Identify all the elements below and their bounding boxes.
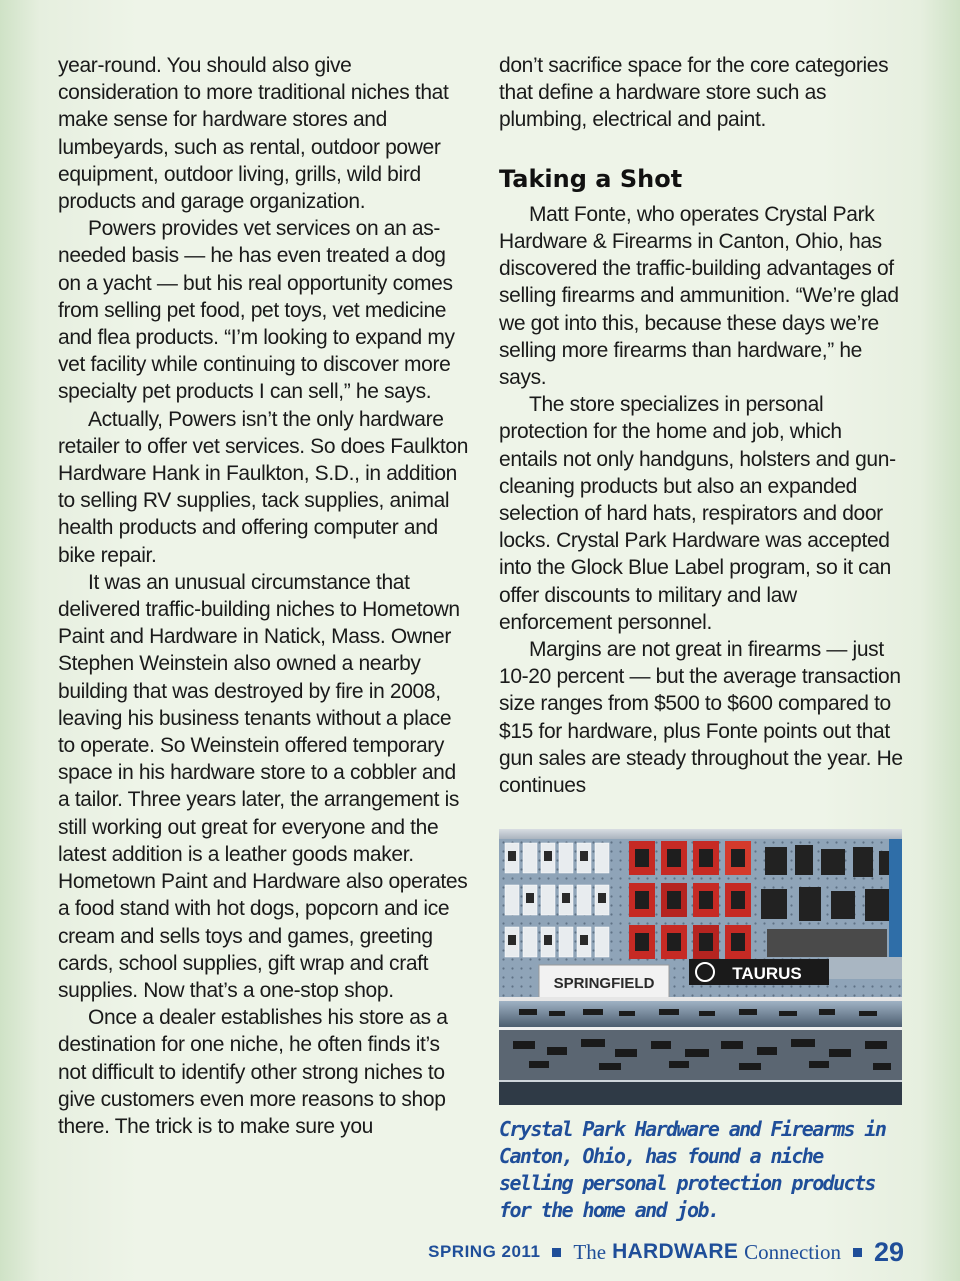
- footer-square-icon: [552, 1248, 561, 1257]
- body-paragraph: Margins are not great in firearms — just 10-20 percent — but the average transaction size ranges from $500 to $600 compared to $15 for hardware, plus Fonte points out that gun sales are steady throughout the year. He continues: [499, 638, 903, 798]
- banner-springfield: SPRINGFIELD: [553, 975, 655, 992]
- store-photo-illustration: [499, 829, 902, 1105]
- body-paragraph: don’t sacrifice space for the core categories that define a hardware store such as plumbing, electrical and paint.: [499, 54, 889, 132]
- footer-magazine-connection: Connection: [744, 1239, 841, 1264]
- body-paragraph: It was an unusual circumstance that delivered traffic-building niches to Hometown Paint and Hardware in Natick, Mass. Owner Stephen Weinstein also owned a nearby building that was destroyed by fire in 2008, leaving his business tenants without a place to operate. So Weinstein offered temporary space in his hardware store to a cobbler and a tailor. Three years later, the arrangement is still working out great for everyone and the latest addition is a leather goods maker. Hometown Paint and Hardware also operates a food stand with hot dogs, popcorn and ice cream and sells toys and games, greeting cards, school supplies, gift wrap and craft supplies. Now that’s a one-stop shop.: [58, 570, 468, 1002]
- body-paragraph: Matt Fonte, who operates Crystal Park Hardware & Firearms in Canton, Ohio, has discovered the traffic-building advantages of selling firearms and ammunition. “We’re glad we got into this, because these days we’re selling more firearms than hardware,” he says.: [499, 202, 899, 390]
- body-paragraph: The store specializes in personal protection for the home and job, which entails not only handguns, holsters and gun-cleaning products but also an expanded selection of hard hats, respirators and door locks. Crystal Park Hardware was accepted into the Glock Blue Label program, so it can offer discounts to military and law enforcement personnel.: [499, 393, 896, 634]
- store-photo: [499, 829, 902, 1105]
- right-column: [499, 52, 904, 799]
- body-paragraph: Powers provides vet services on an as-needed basis — he has even treated a dog on a yacht — but his real opportunity comes from selling pet food, pet toys, vet medicine and flea products. “I’m looking to expand my vet facility while continuing to discover more specialty pet products I can sell,” he says.: [58, 217, 455, 404]
- body-paragraph: year-round. You should also give consideration to more traditional niches that make sense for hardware stores and lumbeyards, such as rental, outdoor power equipment, outdoor living, grills, wild bird products and garage organization.: [58, 54, 449, 214]
- page-footer: [428, 1236, 904, 1268]
- banner-taurus: TAURUS: [732, 964, 802, 983]
- body-paragraph: Actually, Powers isn’t the only hardware retailer to offer vet services. So does Faulkton Hardware Hank in Faulkton, S.D., in addition to selling RV supplies, tack supplies, animal health products and offering computer and bike repair.: [58, 407, 469, 567]
- footer-season: SPRING 2011: [428, 1242, 541, 1261]
- footer-square-icon: [853, 1248, 862, 1257]
- page-number: 29: [873, 1236, 904, 1267]
- body-paragraph: Once a dealer establishes his store as a destination for one niche, he often finds it’s not difficult to identify other strong niches to give customers even more reasons to shop there. The trick is to make sure you: [58, 1006, 448, 1138]
- photo-caption: Crystal Park Hardware and Firearms in Canton, Ohio, has found a niche selling personal protection products for the home and job.: [499, 1117, 886, 1222]
- section-heading: Taking a Shot: [499, 164, 683, 193]
- left-column: [58, 52, 472, 1140]
- footer-magazine-the: The: [573, 1239, 607, 1264]
- footer-magazine-hardware: HARDWARE: [612, 1240, 739, 1263]
